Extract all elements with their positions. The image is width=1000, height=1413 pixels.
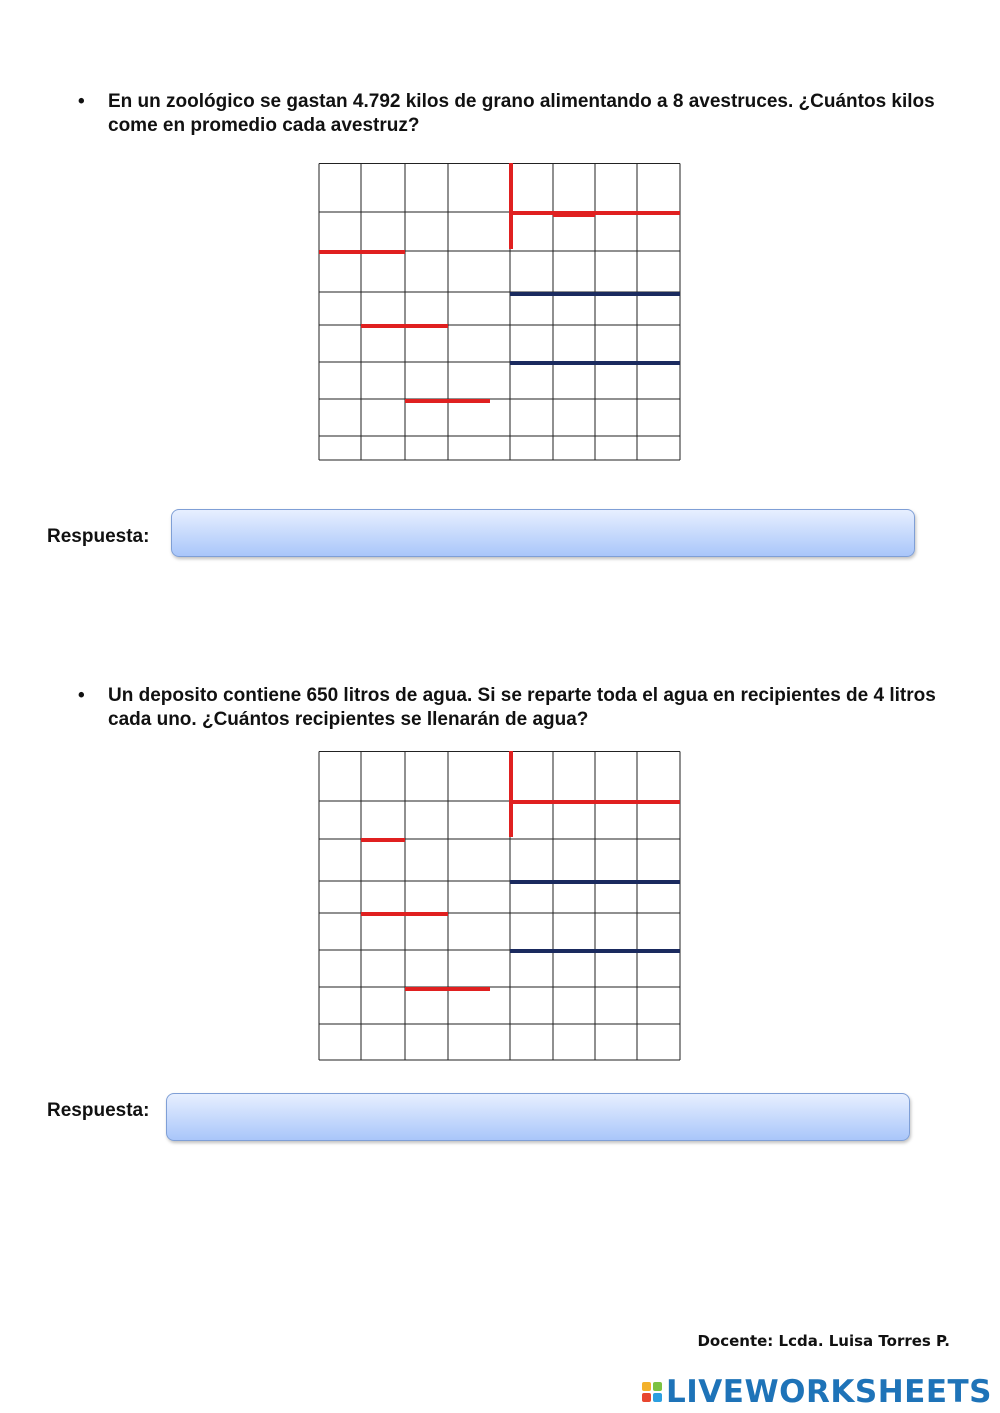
bullet: •: [78, 685, 85, 706]
grid-svg: [318, 163, 681, 461]
question-text: Un deposito contiene 650 litros de agua. Si se reparte toda el agua en recipientes de 4 litros cada uno. ¿Cuántos recipientes se llenarán de agua?: [108, 685, 936, 730]
grid-svg: [318, 751, 681, 1061]
response-label-2: Respuesta:: [47, 1100, 150, 1121]
division-grid-2: [318, 751, 681, 1061]
response-box-2: [166, 1093, 910, 1141]
division-grid-1: [318, 163, 681, 461]
response-label-1: Respuesta:: [47, 526, 150, 547]
brand-name: LIVEWORKSHEETS: [666, 1374, 992, 1410]
liveworksheets-logo[interactable]: [642, 1374, 992, 1410]
bullet: •: [78, 91, 85, 112]
question-text: En un zoológico se gastan 4.792 kilos de grano alimentando a 8 avestruces. ¿Cuántos kilos come en promedio cada avestruz?: [108, 91, 935, 136]
grid-lines: [319, 752, 680, 1061]
logo-icon: [642, 1382, 662, 1402]
question-1: [78, 90, 958, 138]
question-2: [78, 684, 958, 732]
grid-lines: [319, 164, 680, 461]
response-input-2[interactable]: [167, 1094, 909, 1140]
response-input-1[interactable]: [172, 510, 914, 556]
response-box-1: [171, 509, 915, 557]
teacher-credit: Docente: Lcda. Luisa Torres P.: [697, 1332, 950, 1350]
